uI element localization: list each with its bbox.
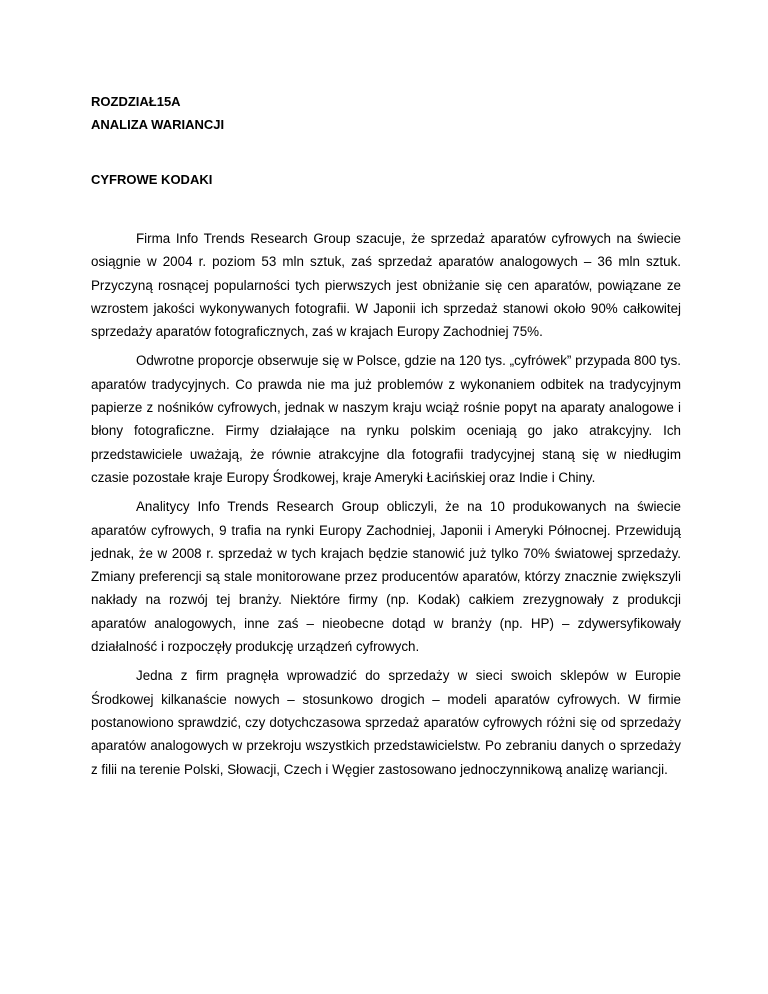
paragraph-1: Firma Info Trends Research Group szacuje, że sprzedaż aparatów cyfrowych na świecie osiągnie w 2004 r. poziom 53 mln sztuk, zaś sprzedaż aparatów analogowych – 36 mln sztuk. Przyczyną rosnącej popularności tych pierwszych jest obniżanie się cen aparatów, powiązane ze wzrostem jakości wykonywanych fotografii. W Japonii ich sprzedaż stanowi około 90% całkowitej sprzedaży aparatów fotograficznych, zaś w krajach Europy Zachodniej 75%. bbox=[91, 231, 681, 340]
paragraph-4: Jedna z firm pragnęła wprowadzić do sprzedaży w sieci swoich sklepów w Europie Środkowej kilkanaście nowych – stosunkowo drogich – modeli aparatów cyfrowych. W firmie postanowiono sprawdzić, czy dotychczasowa sprzedaż aparatów cyfrowych różni się od sprzedaży aparatów analogowych w przekroju wszystkich przedstawicielstw. Po zebraniu danych o sprzedaży z filii na terenie Polski, Słowacji, Czech i Węgier zastosowano jednoczynnikową analizę wariancji. bbox=[91, 668, 681, 777]
body-text bbox=[91, 227, 681, 787]
paragraph-3: Analitycy Info Trends Research Group obliczyli, że na 10 produkowanych na świecie aparatów cyfrowych, 9 trafia na rynki Europy Zachodniej, Japonii i Ameryki Północnej. Przewidują jednak, że w 2008 r. sprzedaż w tych krajach będzie stanowić już tylko 70% światowej sprzedaży. Zmiany preferencji są stale monitorowane przez producentów aparatów, którzy znacznie zwiększyli nakłady na rozwój tej branży. Niektóre firmy (np. Kodak) całkiem zrezygnowały z produkcji aparatów analogowych, inne zaś – nieobecne dotąd w branży (np. HP) – zdywersyfikowały działalność i rozpoczęły produkcję urządzeń cyfrowych. bbox=[91, 499, 681, 655]
chapter-title: ROZDZIAŁ15A bbox=[91, 94, 181, 109]
chapter-subtitle: ANALIZA WARIANCJI bbox=[91, 117, 225, 132]
paragraph-2: Odwrotne proporcje obserwuje się w Polsce, gdzie na 120 tys. „cyfrówek” przypada 800 tys. aparatów tradycyjnych. Co prawda nie ma już problemów z wykonaniem odbitek na tradycyjnym papierze z nośników cyfrowych, jednak w naszym kraju wciąż rośnie popyt na aparaty analogowe i błony fotograficzne. Firmy działające na rynku polskim oceniają go jako atrakcyjny. Ich przedstawiciele uważają, że równie atrakcyjne dla fotografii tradycyjnej staną się w niedługim czasie pozostałe kraje Europy Środkowej, kraje Ameryki Łacińskiej oraz Indie i Chiny. bbox=[91, 353, 681, 485]
section-title: CYFROWE KODAKI bbox=[91, 172, 213, 187]
